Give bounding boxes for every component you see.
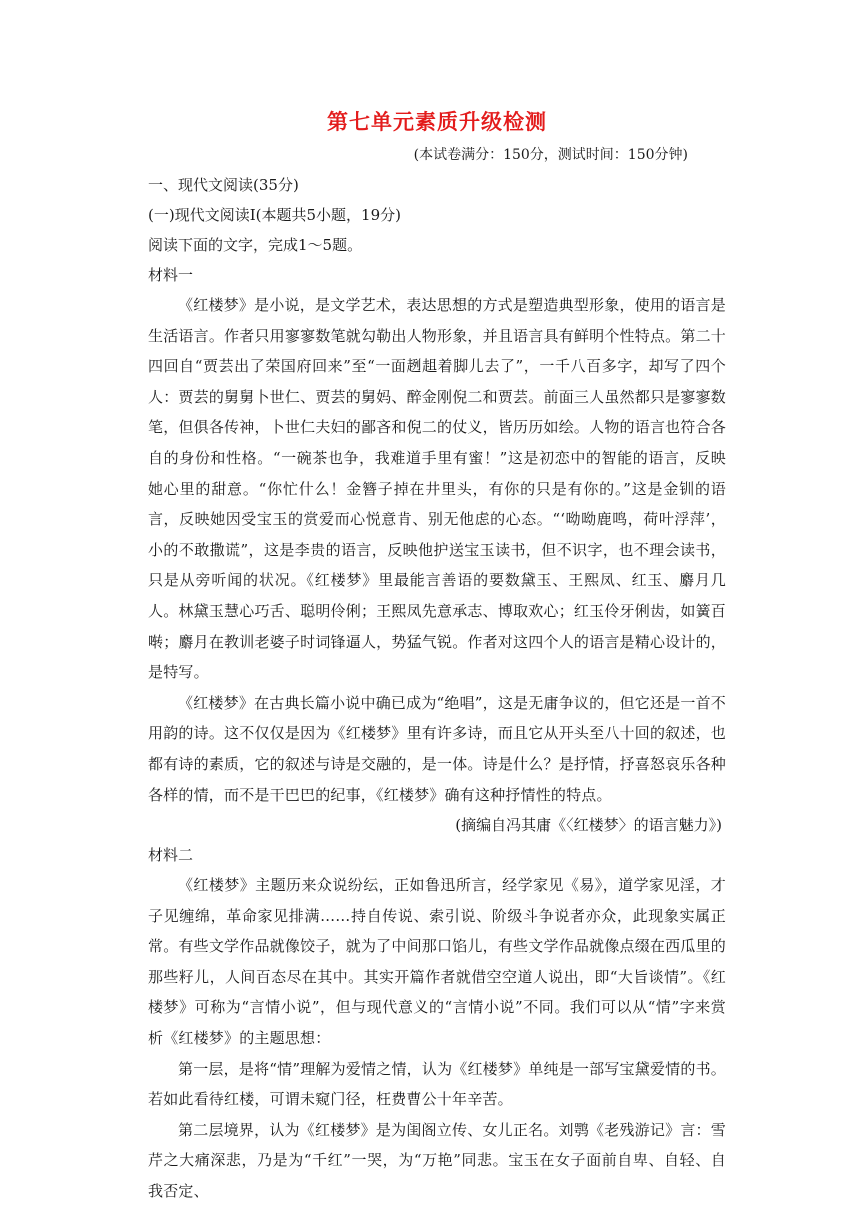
document-title: 第七单元素质升级检测	[327, 109, 547, 134]
material-one-paragraph: 《红楼梦》在古典长篇小说中确已成为“绝唱”，这是无庸争议的，但它还是一首不用韵的诗。这不仅仅是因为《红楼梦》里有许多诗，而且它从开头至八十回的叙述，也都有诗的素质，它的叙述与诗是交融的，是一体。诗是什么？是抒情，抒喜怒哀乐各种各样的情，而不是干巴巴的纪事，《红楼梦》确有这种抒情性的特点。	[148, 693, 726, 804]
material-one-paragraph: 《红楼梦》是小说，是文学艺术，表达思想的方式是塑造典型形象，使用的语言是生活语言。作者只用寥寥数笔就勾勒出人物形象，并且语言具有鲜明个性特点。第二十四回自“贾芸出了荣国府回来”至“一面趔趄着脚儿去了”，一千八百多字，却写了四个人：贾芸的舅舅卜世仁、贾芸的舅妈、醉金刚倪二和贾芸。前面三人虽然都只是寥寥数笔，但俱各传神，卜世仁夫妇的鄙吝和倪二的仗义，皆历历如绘。人物的语言也符合各自的身份和性格。“一碗茶也争，我难道手里有蜜！”这是初恋中的智能的语言，反映她心里的甜意。“你忙什么！金簪子掉在井里头，有你的只是有你的。”这是金钏的语言，反映她因受宝玉的赏爱而心悦意肯、别无他虑的心态。“‘呦呦鹿鸣，荷叶浮萍’，小的不敢撒谎”，这是李贵的语言，反映他护送宝玉读书，但不识字，也不理会读书，只是从旁听闻的状况。《红楼梦》里最能言善语的要数黛玉、王熙凤、红玉、麝月几人。林黛玉慧心巧舌、聪明伶俐；王熙凤先意承志、博取欢心；红玉伶牙俐齿，如簧百啭；麝月在教训老婆子时词锋逼人，势猛气锐。作者对这四个人的语言是精心设计的，是特写。	[148, 296, 726, 682]
material-two-paragraph: 第一层，是将“情”理解为爱情之情，认为《红楼梦》单纯是一部写宝黛爱情的书。若如此看待红楼，可谓未窥门径，枉费曹公十年辛苦。	[148, 1059, 726, 1109]
subsection-heading: (一)现代文阅读Ⅰ(本题共5小题，19分)	[148, 206, 401, 224]
section-heading: 一、现代文阅读(35分)	[148, 176, 299, 194]
material-two-paragraph: 《红楼梦》主题历来众说纷纭，正如鲁迅所言，经学家见《易》，道学家见淫，才子见缠绵，革命家见排满……持自传说、索引说、阶级斗争说者亦众，此现象实属正常。有些文学作品就像饺子，就为了中间那口馅儿，有些文学作品就像点缀在西瓜里的那些籽儿，人间百态尽在其中。其实开篇作者就借空空道人说出，即“大旨谈情”。《红楼梦》可称为“言情小说”，但与现代意义的“言情小说”不同。我们可以从“情”字来赏析《红楼梦》的主题思想：	[148, 876, 726, 1048]
material-two-label: 材料二	[148, 846, 194, 865]
reading-instruction: 阅读下面的文字，完成1～5题。	[148, 236, 363, 254]
material-two-paragraph: 第二层境界，认为《红楼梦》是为闺阁立传、女儿正名。刘鹗《老残游记》言：雪芹之大痛深悲，乃是为“千红”一哭，为“万艳”同悲。宝玉在女子面前自卑、自轻、自我否定、	[148, 1120, 726, 1201]
material-one-source: (摘编自冯其庸《〈红楼梦〉的语言魅力》)	[455, 816, 722, 835]
material-one-label: 材料一	[148, 266, 194, 284]
exam-info: (本试卷满分：150分，测试时间：150分钟)	[413, 147, 688, 163]
